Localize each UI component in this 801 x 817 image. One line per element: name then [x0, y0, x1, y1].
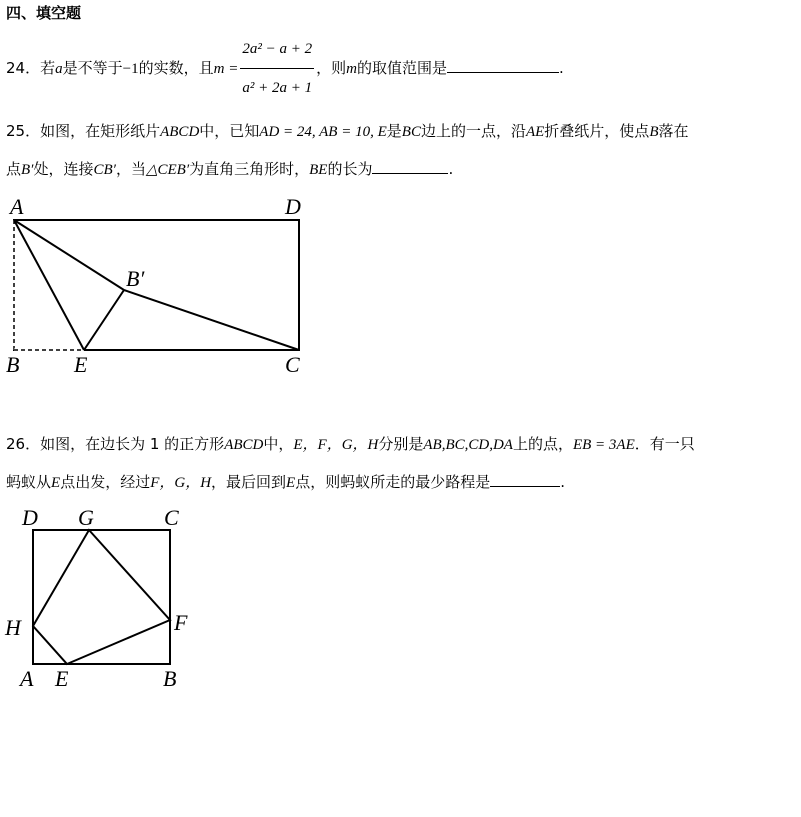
- question-24: 24．若a是不等于−1的实数，且m = $\frac{\text{2a² − a + 2}}{\text{a² + 2a + 1}}$ ，则m的取值范围是 .: [6, 31, 564, 106]
- path-efgh: [33, 530, 170, 664]
- q25-answer-blank[interactable]: [372, 159, 448, 174]
- q24-denominator: a² + 2a + 1: [242, 80, 313, 96]
- label-h: H: [5, 615, 21, 640]
- rectangle-abcd: [14, 220, 299, 350]
- label-a: A: [10, 194, 24, 219]
- q24-answer-blank[interactable]: [447, 58, 559, 73]
- question-26-line-2: 蚂蚁从E点出发，经过F，G，H，最后回到E点，则蚂蚁所走的最少路程是 .: [6, 473, 566, 491]
- segment-ae: [14, 220, 84, 350]
- segment-ab-prime: [14, 220, 124, 290]
- label-c: C: [285, 352, 300, 377]
- figure-square-path: [0, 500, 200, 695]
- label-a: A: [20, 666, 34, 691]
- q26-number: 26．: [6, 435, 41, 453]
- label-f: F: [174, 610, 188, 635]
- question-25-line-2: 点B′处，连接CB′，当△CEB′为直角三角形时，BE的长为 .: [6, 160, 454, 178]
- label-b: B: [6, 352, 20, 377]
- q24-fraction: [240, 31, 314, 106]
- label-b: B: [163, 666, 177, 691]
- label-c: C: [164, 505, 179, 530]
- q24-number: 24．: [6, 59, 41, 77]
- q26-answer-blank[interactable]: [490, 472, 560, 487]
- segment-cb-prime: [124, 290, 299, 350]
- question-26: 26．如图，在边长为 1 的正方形ABCD中，E，F，G，H分别是AB,BC,CD,DA上的点，EB = 3AE．有一只: [6, 435, 695, 453]
- segment-eb-prime: [84, 290, 124, 350]
- label-e: E: [55, 666, 69, 691]
- label-g: G: [78, 505, 94, 530]
- label-e: E: [74, 352, 88, 377]
- label-b-prime: B′: [126, 266, 145, 291]
- label-d: D: [285, 194, 301, 219]
- question-25: 25．如图，在矩形纸片ABCD中，已知AD = 24, AB = 10, E是BC边上的一点，沿AE折叠纸片，使点B落在: [6, 122, 689, 140]
- figure-rectangle-fold: [0, 190, 330, 385]
- label-d: D: [22, 505, 38, 530]
- q24-numerator: 2a² − a + 2: [240, 31, 314, 69]
- section-heading: 四、填空题: [6, 4, 82, 22]
- q25-number: 25．: [6, 122, 41, 140]
